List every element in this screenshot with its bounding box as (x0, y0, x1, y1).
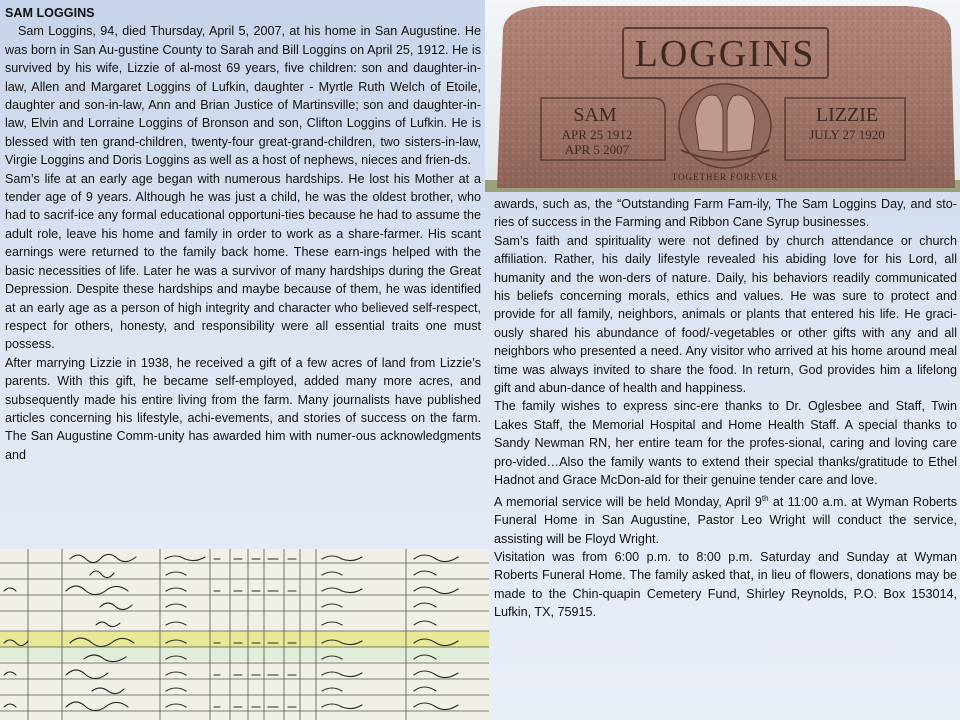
obituary-paragraph: Sam’s life at an early age began with numerous hardships. He lost his Mother at a tender age of 9 years. Although he was just a child, he was the oldest brother, who had to sacrif-ice any formal educational opportuni-ties because he had to assume the adult role, leave his home and family in order to work as a share-farmer. His scant earnings were returned to the family back home. These earn-ings helped with the basic necessities of life. Later he was a survivor of many hardships during the Great Depression. Despite these hardships and maybe because of them, he was identified at an early age as a person of high integrity and character who believed self-respect, respect for others, honesty, and responsibility were all essential traits one must possess. (5, 171, 481, 352)
obituary-paragraph: The family wishes to express sinc-ere thanks to Dr. Oglesbee and Staff, Twin Lakes Staff, the Memorial Hospital and Home Health Staff. A special thanks to Sandy Newman RN, her entire team for the profes-sional, caring and loving care pro-vided…Also the family wants to extend their special thanks/gratitude to Ethel Hadnot and Grace McDon-ald for their genuine tender care and love. (494, 399, 957, 488)
obituary-paragraph: Sam Loggins, 94, died Thursday, April 5, 2007, at his home in San Augustine. He was born in San Au-gustine County to Sarah and Bill Loggins on April 25, 1912. He is survived by his wife, Lizzie of al-most 69 years, five children: son and daughter-in-law, Allen and Margaret Loggins of Lufkin, daughter - Myrtle Ruth Welch of Etoile, daughter and son-in-law, Ann and Brian Justice of Martinsville; son and daughter-in-law, Elvin and Lorraine Loggins of Bronson and son, Clifton Loggins of Lufkin. He is blessed with ten grand-children, twenty-four great-grand-children, two sisters-in-law, Virgie Loggins and Doris Loggins as well as a host of nephews, nieces and frien-ds. (5, 24, 481, 168)
headstone-photo (485, 0, 960, 192)
obituary-paragraph: Sam’s faith and spirituality were not defined by church attendance or church affiliation. Rather, his daily lifestyle revealed his abiding love for his Lord, all humanity and the won-ders of nature. Daily, his behaviors readily communicated his beliefs concerning morals, ethics and values. He was sure to protect and provide for all family, neighbors, animals or plants that entered his life. He graci-ously shared his abundance of food/-vegetables or other gifts with any and all neighbors who presented a need. Any visitor who arrived at his home around meal time was always invited to share the food. In return, God provides him a lifelong gift and abun-dance of health and happiness. (494, 233, 957, 396)
headstone-right-birth: JULY 27 1920 (809, 127, 885, 142)
obituary-paragraph: awards, such as, the “Outstanding Farm Fam-ily, The Sam Loggins Day, and sto-ries of success in the Farming and Ribbon Cane Syrup businesses. (494, 197, 957, 230)
obituary-paragraph: Visitation was from 6:00 p.m. to 8:00 p.m. Saturday and Sunday at Wyman Roberts Funeral Home. The family asked that, in lieu of flowers, donations may be made to the Chin-quapin Cemetery Fund, Shirley Reynolds, P.O. Box 153014, Lufkin, TX, 75915. (494, 549, 957, 620)
census-record-image (0, 549, 489, 720)
headstone-right-name: LIZZIE (815, 104, 879, 126)
obituary-right-column (494, 195, 957, 622)
headstone-left-death: APR 5 2007 (564, 142, 630, 157)
headstone-left-name: SAM (573, 104, 617, 126)
headstone-left-birth: APR 25 1912 (561, 127, 633, 142)
obituary-paragraph: After marrying Lizzie in 1938, he received a gift of a few acres of land from Lizzie’s parents. With this gift, he became self-employed, added many more acres, and subsequently made his entire living from the farm. Many journalists have published articles concerning his lifestyle, achi-evements, and stories of success on the farm. The San Augustine Comm-unity has awarded him with numer-ous acknowledgments and (5, 355, 481, 462)
obituary-title: SAM LOGGINS (5, 6, 95, 20)
obituary-left-column (5, 4, 481, 464)
obituary-paragraph: A memorial service will be held Monday, April 9th at 11:00 a.m. at Wyman Roberts Funeral Home in San Augustine, Pastor Leo Wright will conduct the service, assisting will be Floyd Wright. (494, 493, 957, 546)
headstone-motto: TOGETHER FOREVER (671, 172, 779, 182)
headstone-surname: LOGGINS (634, 33, 816, 75)
census-highlight-row (0, 631, 489, 647)
praying-hands-icon (679, 84, 771, 168)
